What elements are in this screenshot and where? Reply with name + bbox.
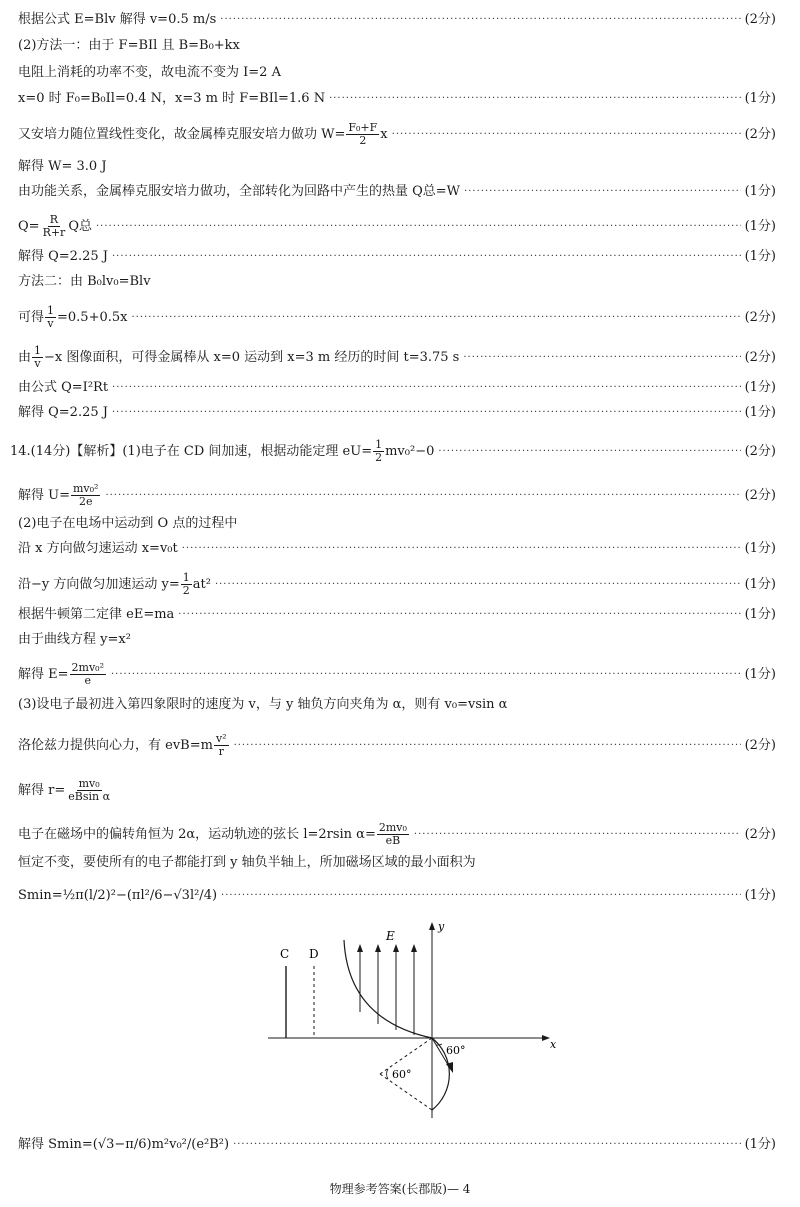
plate-d-label: D: [309, 947, 319, 961]
solution-line: Q= $\frac{R}{R+r}$ Q总 ····· (1分): [18, 214, 776, 239]
solution-line: 由公式 Q=I²Rt ····· (1分): [18, 380, 776, 396]
solution-line: 沿 x 方向做匀速运动 x=v₀t ····· (1分): [18, 541, 776, 557]
x-axis-arrow: [542, 1035, 550, 1041]
fraction: $\frac{\text{mv₀}}{\text{eBsin α}}$: [68, 777, 111, 803]
x-axis-label: x: [550, 1038, 557, 1051]
solution-line: 又安培力随位置线性变化，故金属棒克服安培力做功 W= $\frac{\text{F₀+F}}{2}$ x ····· (2分): [18, 122, 776, 147]
parabola-trajectory: [344, 940, 432, 1038]
page-footer: 物理参考答案(长郡版)— 4: [329, 1182, 471, 1196]
field-arrow: [393, 944, 399, 952]
solution-line: 根据牛顿第二定律 eE=ma ····· (1分): [18, 607, 776, 623]
field-arrow: [411, 944, 417, 952]
question-14-header: 14.(14分)【解析】(1)电子在 CD 间加速，根据动能定理 eU= $\frac{1}{2}$ mv₀²−0 ····· (2分): [10, 439, 776, 464]
angle-arc: [387, 1069, 388, 1079]
solution-line: 由功能关系，金属棒克服安培力做功，全部转化为回路中产生的热量 Q总=W ····· (1分): [18, 184, 776, 200]
fraction: $\frac{1}{v}$: [34, 344, 42, 370]
solution-line: 由于曲线方程 y=x²: [18, 632, 131, 647]
solution-line: 由 $\frac{1}{v}$ −x 图像面积，可得金属棒从 x=0 运动到 x=3 m 经历的时间 t=3.75 s ····· (2分): [18, 345, 776, 370]
solution-line: (3)设电子最初进入第四象限时的速度为 v，与 y 轴负方向夹角为 α，则有 v₀=vsin α: [18, 697, 508, 712]
solution-line: 解得 r= $\frac{\text{mv₀}}{\text{eBsin α}}$: [18, 777, 111, 803]
solution-line: 沿−y 方向做匀加速运动 y= $\frac{1}{2}$ at² ····· (1分): [18, 572, 776, 597]
solution-line: 电阻上消耗的功率不变，故电流不变为 I=2 A: [18, 65, 281, 80]
fraction: $\frac{1}{2}$: [182, 571, 190, 597]
fraction: $\frac{R}{R+r}$: [42, 213, 66, 239]
angle-label-left: 60°: [392, 1068, 412, 1081]
solution-line: 解得 Smin=(√3−π/6)m²v₀²/(e²B²) ····· (1分): [18, 1137, 776, 1153]
solution-line: 洛伦兹力提供向心力，有 evB=m $\frac{\text{v²}}{r}$ ····· (2分): [18, 733, 776, 758]
solution-line: 解得 Q=2.25 J ····· (1分): [18, 405, 776, 421]
field-arrow: [357, 944, 363, 952]
fraction: $\frac{\text{mv₀²}}{2e}$: [72, 482, 99, 508]
solution-line: 解得 W= 3.0 J: [18, 159, 107, 174]
solution-line: (2)方法一：由于 F=BIl 且 B=B₀+kx: [18, 38, 240, 53]
solution-line: Smin=½π(l/2)²−(πl²/6−√3l²/4) ····· (1分): [18, 888, 776, 904]
y-axis-label: y: [438, 920, 445, 933]
field-arrow: [375, 944, 381, 952]
field-diagram: [260, 918, 560, 1118]
fraction: $\frac{\text{2mv₀}}{eB}$: [378, 821, 407, 847]
solution-line: 恒定不变，要使所有的电子都能打到 y 轴负半轴上，所加磁场区域的最小面积为: [18, 855, 476, 870]
fraction: $\frac{\text{v²}}{r}$: [215, 732, 227, 758]
fraction: $\frac{1}{v}$: [47, 304, 55, 330]
fraction: $\frac{1}{2}$: [375, 438, 383, 464]
solution-line: 可得 $\frac{1}{v}$ =0.5+0.5x ····· (2分): [18, 305, 776, 330]
solution-line: (2)电子在电场中运动到 O 点的过程中: [18, 516, 238, 531]
solution-line: 解得 U= $\frac{\text{mv₀²}}{2e}$ ····· (2分): [18, 483, 776, 508]
solution-line: 电子在磁场中的偏转角恒为 2α，运动轨迹的弦长 l=2rsin α= $\frac{\text{2mv₀}}{eB}$ ····· (2分): [18, 822, 776, 847]
fraction: $\frac{\text{2mv₀²}}{e}$: [71, 661, 104, 687]
plate-c-label: C: [280, 947, 290, 961]
y-axis-arrow: [429, 922, 435, 930]
solution-line: 方法二：由 B₀lv₀=Blv: [18, 274, 151, 289]
solution-line: 解得 Q=2.25 J ····· (1分): [18, 249, 776, 265]
solution-line: x=0 时 F₀=B₀Il=0.4 N，x=3 m 时 F=BIl=1.6 N ····· (1分): [18, 91, 776, 107]
angle-label-top: 60°: [446, 1044, 466, 1057]
field-label: E: [386, 929, 395, 943]
solution-line: 根据公式 E=Blv 解得 v=0.5 m/s ····· (2分): [18, 12, 776, 28]
solution-line: 解得 E= $\frac{\text{2mv₀²}}{e}$ ····· (1分): [18, 662, 776, 687]
fraction: $\frac{\text{F₀+F}}{2}$: [348, 121, 378, 147]
